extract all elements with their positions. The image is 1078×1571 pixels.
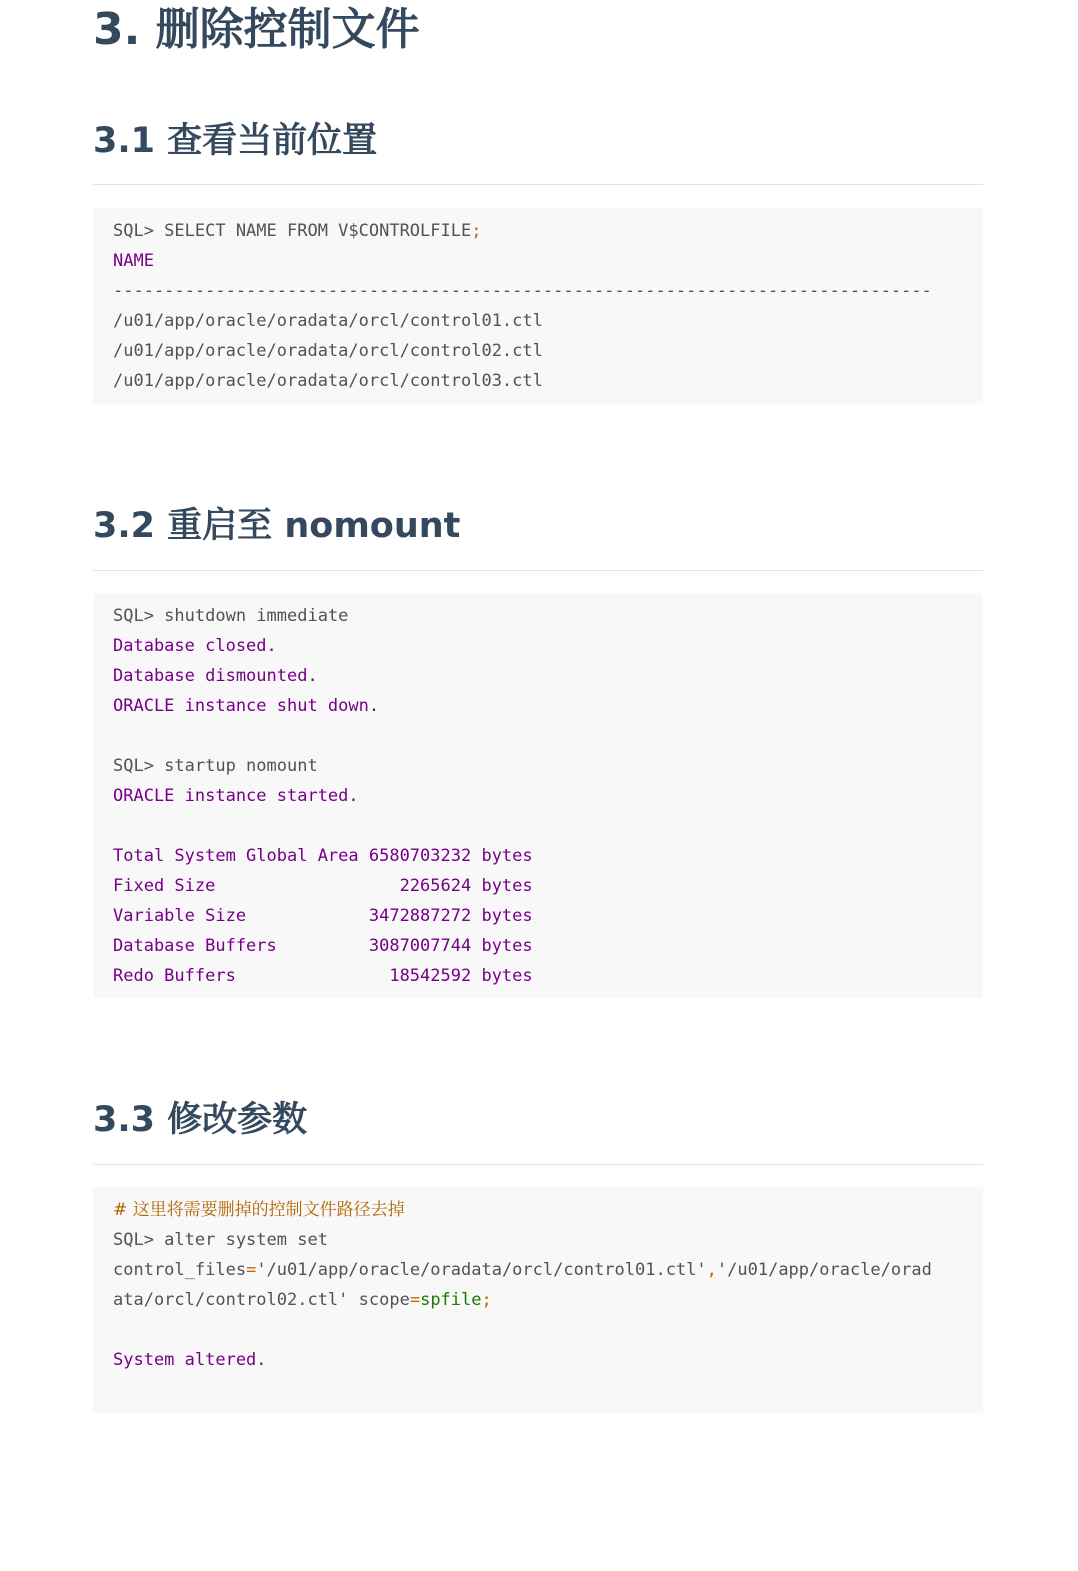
heading-divider	[93, 1164, 983, 1165]
code-blank-line	[113, 1315, 983, 1345]
code-line: SQL> alter system set	[113, 1230, 328, 1250]
code-line: Database closed.	[113, 636, 277, 656]
code-line: ORACLE instance shut down.	[113, 696, 380, 716]
code-line: Variable Size 3472887272 bytes	[113, 906, 533, 926]
code-line: Total System Global Area 6580703232 bytes	[113, 846, 533, 866]
code-block-restart-nomount	[93, 593, 983, 998]
code-line: ORACLE instance started.	[113, 786, 359, 806]
code-line: /u01/app/oracle/oradata/orcl/control03.ctl	[113, 371, 543, 391]
code-line: Database Buffers 3087007744 bytes	[113, 936, 533, 956]
code-line: control_files='/u01/app/oracle/oradata/orcl/control01.ctl','/u01/app/oracle/orad	[113, 1260, 932, 1280]
code-line: Fixed Size 2265624 bytes	[113, 876, 533, 896]
code-line: NAME	[113, 251, 154, 271]
code-line: ata/orcl/control02.ctl' scope=spfile;	[113, 1290, 492, 1310]
code-line: SQL> SELECT NAME FROM V$CONTROLFILE;	[113, 221, 482, 241]
code-line: /u01/app/oracle/oradata/orcl/control01.ctl	[113, 311, 543, 331]
heading-divider	[93, 184, 983, 185]
section-heading-3-1: 3.1 查看当前位置	[93, 121, 378, 161]
code-line: Redo Buffers 18542592 bytes	[113, 966, 533, 986]
code-block-controlfile-query	[93, 208, 983, 404]
page-title: 3. 删除控制文件	[93, 4, 420, 55]
code-comment: # 这里将需要删掉的控制文件路径去掉	[113, 1200, 405, 1220]
section-heading-3-2: 3.2 重启至 nomount	[93, 506, 461, 546]
code-line: Database dismounted.	[113, 666, 318, 686]
code-line: SQL> startup nomount	[113, 756, 318, 776]
code-line: --------------------------------------------------------------------------------	[113, 281, 932, 301]
code-blank-line	[113, 811, 983, 841]
heading-divider	[93, 570, 983, 571]
code-line: System altered.	[113, 1350, 267, 1370]
section-heading-3-3: 3.3 修改参数	[93, 1100, 308, 1140]
code-line: SQL> shutdown immediate	[113, 606, 349, 626]
code-line: /u01/app/oracle/oradata/orcl/control02.ctl	[113, 341, 543, 361]
code-blank-line	[113, 721, 983, 751]
code-block-alter-system	[93, 1187, 983, 1413]
